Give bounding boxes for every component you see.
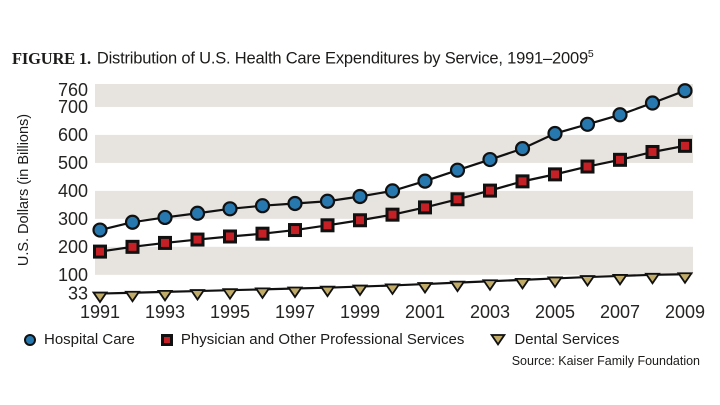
data-point-circle [419,175,432,188]
x-tick-label: 2005 [534,302,576,322]
y-tick-label: 100 [57,264,88,285]
x-tick-label: 1999 [339,302,381,322]
data-point-triangle [224,289,237,299]
x-tick-label: 2009 [664,302,706,322]
data-point-square [192,234,203,245]
y-tick-label: 500 [57,152,88,173]
data-point-triangle [256,288,269,298]
y-tick-label: 33 [67,283,88,304]
data-point-triangle [451,282,464,292]
data-point-square [680,140,691,151]
data-point-triangle [549,277,562,287]
data-point-triangle [126,292,139,302]
data-point-circle [126,216,139,229]
data-point-triangle [159,291,172,301]
plot-band [95,135,693,163]
data-point-circle [256,199,269,212]
data-point-square [355,215,366,226]
data-point-circle [516,142,529,155]
x-tick-label: 2003 [469,302,511,322]
data-point-triangle [94,293,107,303]
data-point-circle [289,197,302,210]
figure-label: FIGURE 1. [12,48,91,68]
x-tick-label: 1993 [144,302,186,322]
data-point-circle [224,202,237,215]
figure-title-superscript: 5 [587,48,594,60]
data-point-circle [614,108,627,121]
data-point-circle [191,207,204,220]
x-tick-label: 2007 [599,302,641,322]
data-point-square [322,220,333,231]
physician-services-marker-icon [161,334,173,346]
legend-label-hospital-care: Hospital Care [44,331,135,348]
data-point-circle [451,164,464,177]
source-note: Source: Kaiser Family Foundation [511,354,700,368]
legend-label-dental-services: Dental Services [514,331,620,348]
data-point-circle [159,211,172,224]
figure-title-text: Distribution of U.S. Health Care Expenditures by Service, 1991–2009 [96,49,588,68]
data-point-circle [646,97,659,110]
data-point-triangle [581,276,594,286]
data-point-circle [321,195,334,208]
data-point-triangle [354,286,367,296]
data-point-triangle [516,279,529,289]
data-point-circle [484,153,497,166]
data-point-square [647,146,658,157]
y-tick-label: 300 [57,208,88,229]
y-tick-label: 200 [57,236,88,257]
data-point-triangle [191,290,204,300]
x-tick-label: 1991 [79,302,121,322]
x-tick-label: 2001 [404,302,446,322]
data-point-circle [581,118,594,131]
legend-label-physician-services: Physician and Other Professional Services [180,331,465,348]
plot-band [95,84,693,107]
x-tick-label: 1995 [209,302,251,322]
chart-legend [24,331,619,348]
data-point-square [127,241,138,252]
y-tick-label: 760 [57,80,88,101]
data-point-triangle [386,284,399,294]
y-tick-label: 600 [57,124,88,145]
data-point-triangle [321,287,334,297]
data-point-square [225,231,236,242]
data-point-triangle [484,280,497,290]
data-point-square [387,209,398,220]
data-point-circle [679,84,692,97]
data-point-triangle [646,274,659,284]
data-point-circle [549,127,562,140]
data-point-square [160,237,171,248]
data-point-square [517,176,528,187]
y-axis-title: U.S. Dollars (in Billions) [16,113,32,267]
data-point-triangle [419,283,432,293]
data-point-square [95,246,106,257]
data-point-triangle [614,275,627,285]
x-tick-label: 1997 [274,302,316,322]
data-point-triangle [679,273,692,283]
legend-item-hospital-care [24,331,135,348]
data-point-square [485,185,496,196]
data-point-square [452,194,463,205]
legend-item-dental-services [490,331,619,348]
data-point-circle [354,190,367,203]
data-point-square [290,225,301,236]
data-point-square [420,202,431,213]
hospital-care-marker-icon [24,334,36,346]
data-point-square [550,169,561,180]
data-point-square [257,228,268,239]
legend-item-physician-services [161,331,464,348]
data-point-square [615,154,626,165]
data-point-square [582,161,593,172]
dental-services-marker-icon [490,333,506,346]
y-tick-label: 400 [57,180,88,201]
y-tick-label: 700 [57,96,88,117]
data-point-triangle [289,288,302,298]
data-point-circle [94,224,107,237]
data-point-circle [386,184,399,197]
plot-band [95,247,693,275]
